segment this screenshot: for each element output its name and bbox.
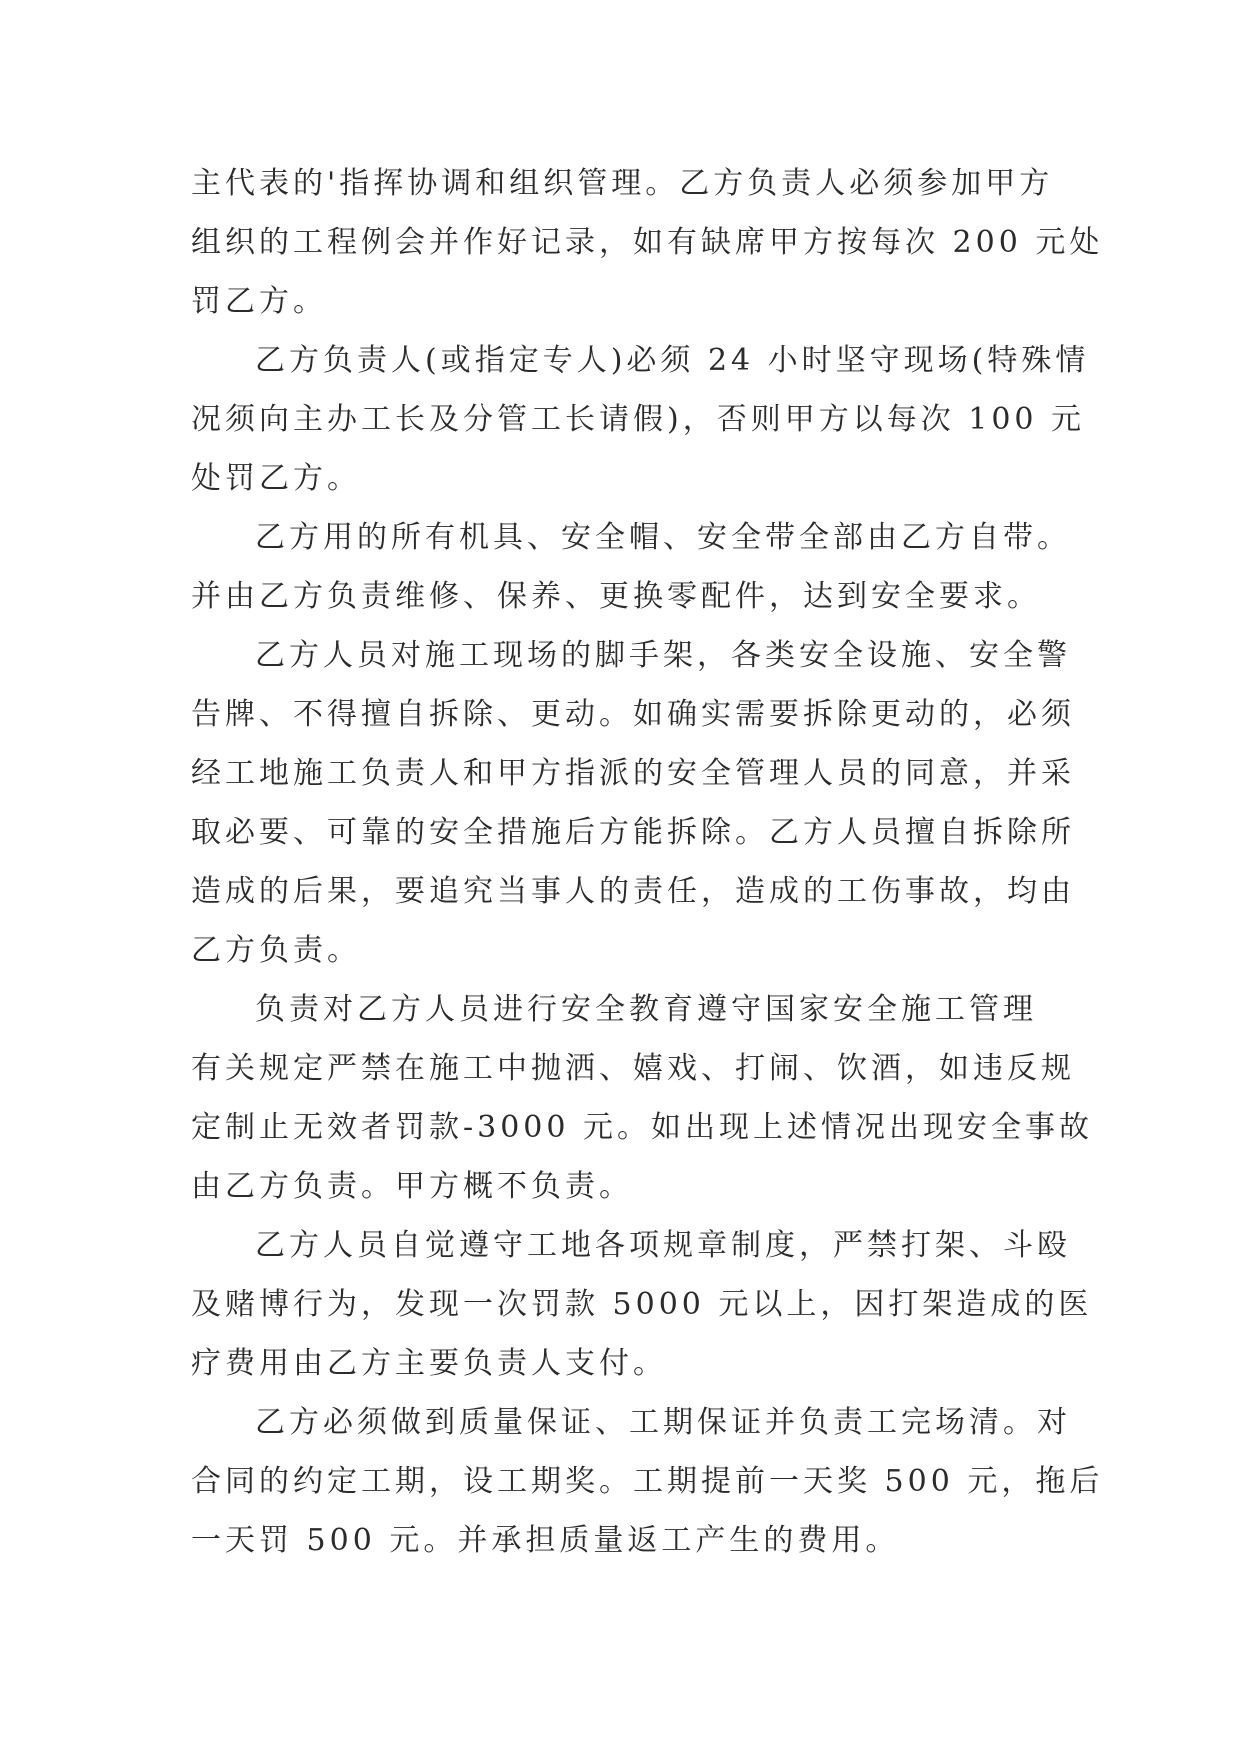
paragraph-line: 由乙方负责。甲方概不负责。 — [191, 1169, 633, 1204]
paragraph-6 — [191, 1216, 1093, 1393]
paragraph-line: 合同的约定工期，设工期奖。工期提前一天奖 500 元，拖后 — [191, 1464, 1104, 1499]
paragraph-line: 造成的后果，要追究当事人的责任，造成的工伤事故，均由 — [191, 874, 1075, 909]
paragraph-5 — [191, 980, 1094, 1216]
paragraph-line: 负责对乙方人员进行安全教育遵守国家安全施工管理 — [255, 992, 1037, 1027]
paragraph-line: 况须向主办工长及分管工长请假)，否则甲方以每次 100 元 — [191, 402, 1086, 437]
paragraph-line: 有关规定严禁在施工中抛洒、嬉戏、打闹、饮酒，如违反规 — [191, 1051, 1075, 1086]
paragraph-4 — [191, 626, 1075, 980]
paragraph-3 — [191, 508, 1071, 626]
paragraph-1 — [191, 154, 1104, 331]
paragraph-line: 组织的工程例会并作好记录，如有缺席甲方按每次 200 元处 — [191, 225, 1104, 260]
paragraph-line: 乙方人员自觉遵守工地各项规章制度，严禁打架、斗殴 — [255, 1228, 1071, 1263]
paragraph-line: 定制止无效者罚款-3000 元。如出现上述情况出现安全事故 — [191, 1110, 1094, 1145]
paragraph-line: 一天罚 500 元。并承担质量返工产生的费用。 — [191, 1523, 900, 1558]
paragraph-line: 疗费用由乙方主要负责人支付。 — [191, 1346, 667, 1381]
paragraph-line: 取必要、可靠的安全措施后方能拆除。乙方人员擅自拆除所 — [191, 815, 1075, 850]
paragraph-line: 乙方用的所有机具、安全帽、安全带全部由乙方自带。 — [255, 520, 1071, 555]
paragraph-line: 经工地施工负责人和甲方指派的安全管理人员的同意，并采 — [191, 756, 1075, 791]
document-body — [191, 154, 1104, 1570]
paragraph-line: 并由乙方负责维修、保养、更换零配件，达到安全要求。 — [191, 579, 1041, 614]
paragraph-line: 乙方负责人(或指定专人)必须 24 小时坚守现场(特殊情 — [255, 343, 1090, 378]
paragraph-line: 乙方必须做到质量保证、工期保证并负责工完场清。对 — [255, 1405, 1071, 1440]
paragraph-line: 处罚乙方。 — [191, 461, 361, 496]
paragraph-line: 告牌、不得擅自拆除、更动。如确实需要拆除更动的，必须 — [191, 697, 1075, 732]
paragraph-line: 乙方人员对施工现场的脚手架，各类安全设施、安全警 — [255, 638, 1071, 673]
paragraph-line: 及赌博行为，发现一次罚款 5000 元以上，因打架造成的医 — [191, 1287, 1093, 1322]
paragraph-2 — [191, 331, 1090, 508]
paragraph-line: 主代表的'指挥协调和组织管理。乙方负责人必须参加甲方 — [191, 166, 1054, 201]
paragraph-line: 罚乙方。 — [191, 284, 327, 319]
paragraph-line: 乙方负责。 — [191, 933, 361, 968]
paragraph-7 — [191, 1393, 1104, 1570]
